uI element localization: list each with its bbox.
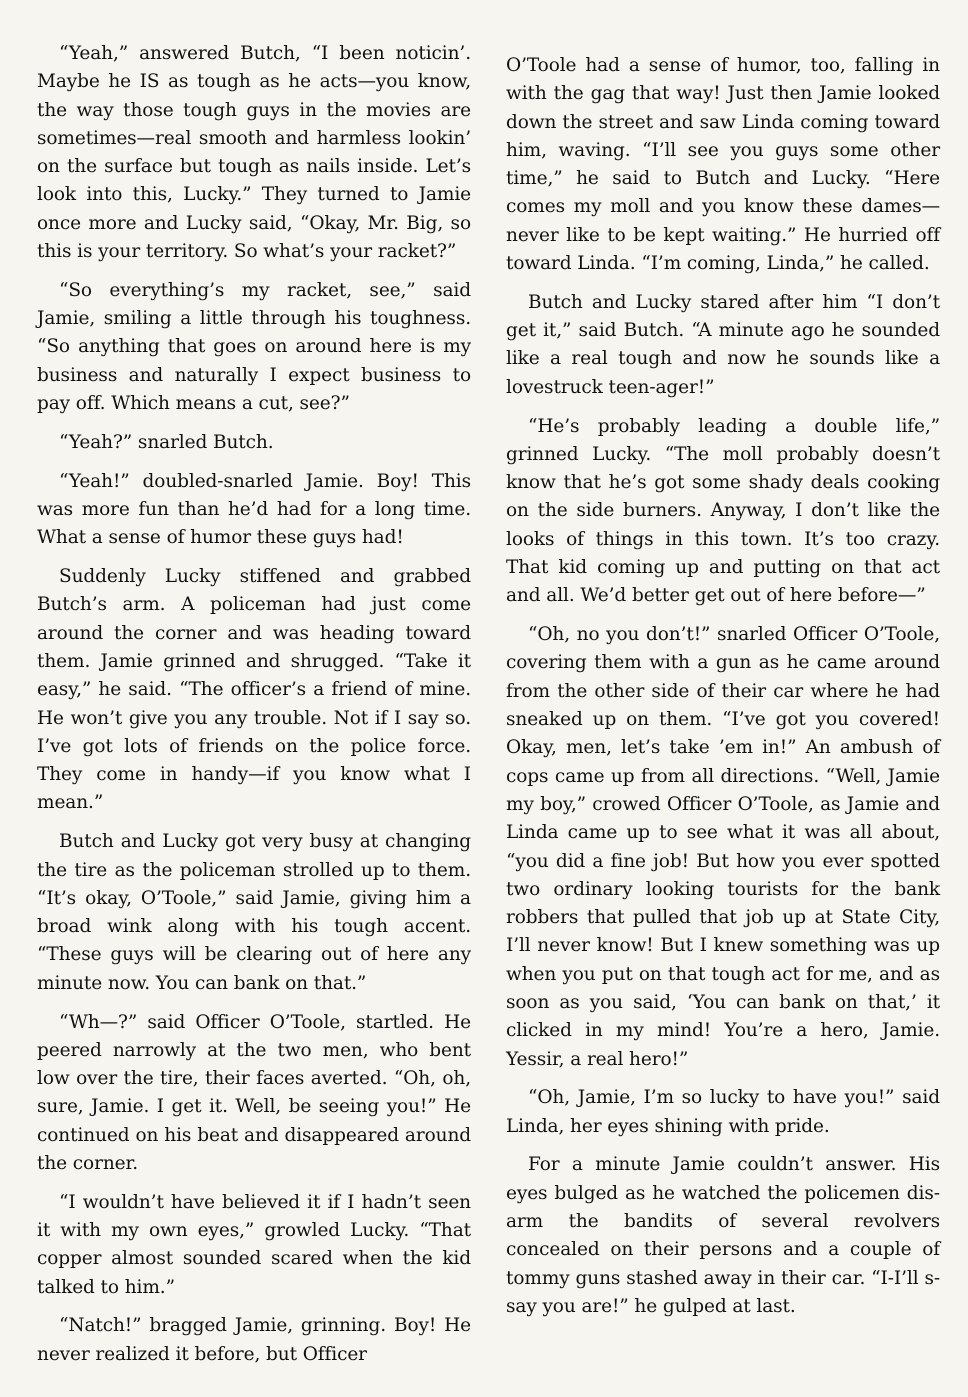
paragraph: O’Toole had a sense of humor, too, falling in with the gag that way! Just then Jamie looked down the street and saw Linda coming toward him, waving. “I’ll see you guys some other time,” he said to Butch and Lucky. “Here comes my moll and you know these dames—never like to be kept waiting.” He hurried off toward Linda. “I’m coming, Linda,” he called. <box>506 55 940 275</box>
paragraph: “Wh—?” said Officer O’Toole, startled. He peered narrowly at the two men, who bent low over the tire, their faces averted. “Oh, oh, sure, Jamie. I get it. Well, be seeing you!” He continued on his beat and disappeared around the corner. <box>37 1011 471 1174</box>
left-column <box>37 40 471 1380</box>
paragraph: “Oh, Jamie, I’m so lucky to have you!” said Linda, her eyes shining with pride. <box>506 1087 940 1137</box>
paragraph: “So everything’s my racket, see,” said Jamie, smiling a little through his toughness. “So anything that goes on around here is my business and naturally I expect business to pay off. Which means a cut, see?” <box>37 279 471 415</box>
paragraph: “He’s probably leading a double life,” grinned Lucky. “The moll probably doesn’t know that he’s got some shady deals cooking on the side burners. Anyway, I don’t like the looks of things in this town. It’s too crazy. That kid coming up and putting on that act and all. We’d better get out of here before—” <box>506 415 940 607</box>
paragraph: “I wouldn’t have believed it if I hadn’t seen it with my own eyes,” growled Lucky. “That copper almost sounded scared when the kid talked to him.” <box>37 1191 471 1298</box>
paragraph: Butch and Lucky got very busy at changing the tire as the policeman strolled up to them. “It’s okay, O’Toole,” said Jamie, giving him a broad wink along with his tough accent. “These guys will be clearing out of here any minute now. You can bank on that.” <box>37 831 471 994</box>
paragraph: Suddenly Lucky stiffened and grabbed Butch’s arm. A policeman had just come around the corner and was heading toward them. Jamie grinned and shrugged. “Take it easy,” he said. “The officer’s a friend of mine. He won’t give you any trouble. Not if I say so. I’ve got lots of friends on the police force. They come in handy—if you know what I mean.” <box>37 566 471 814</box>
paragraph: “Yeah?” snarled Butch. <box>59 431 274 453</box>
paragraph: Butch and Lucky stared after him “I don’t get it,” said Butch. “A minute ago he sounded like a real tough and now he sounds like a lovestruck teen-ager!” <box>506 291 940 398</box>
paragraph: “Yeah,” answered Butch, “I been noticin’. Maybe he IS as tough as he acts—you know, the way those tough guys in the movies are sometimes—real smooth and harmless lookin’ on the surface but tough as nails inside. Let’s look into this, Lucky.” They turned to Jamie once more and Lucky said, “Okay, Mr. Big, so this is your territory. So what’s your racket?” <box>37 43 471 263</box>
right-column <box>506 52 940 1332</box>
paragraph: “Yeah!” doubled-snarled Jamie. Boy! This was more fun than he’d had for a long time. What a sense of humor these guys had! <box>37 470 471 549</box>
paragraph: For a minute Jamie couldn’t answer. His eyes bulged as he watched the policemen disarm the bandits of several revolvers concealed on their persons and a couple of tommy guns stashed away in their car. “I-I’ll s-say you are!” he gulped at last. <box>506 1154 940 1317</box>
paragraph: “Oh, no you don’t!” snarled Officer O’Toole, covering them with a gun as he came around from the other side of their car where he had sneaked up on them. “I’ve got you covered! Okay, men, let’s take ’em in!” An ambush of cops came up from all directions. “Well, Jamie my boy,” crowed Officer O’Toole, as Jamie and Linda came up to see what it was all about, “you did a fine job! But how you ever spotted two ordinary looking tourists for the bank robbers that pulled that job up at State City, I’ll never know! But I knew something was up when you put on that tough act for me, and as soon as you said, ‘You can bank on that,’ it clicked in my mind! You’re a hero, Jamie. Yessir, a real hero!” <box>506 624 940 1070</box>
paragraph: “Natch!” bragged Jamie, grinning. Boy! He never realized it before, but Officer <box>37 1315 471 1365</box>
